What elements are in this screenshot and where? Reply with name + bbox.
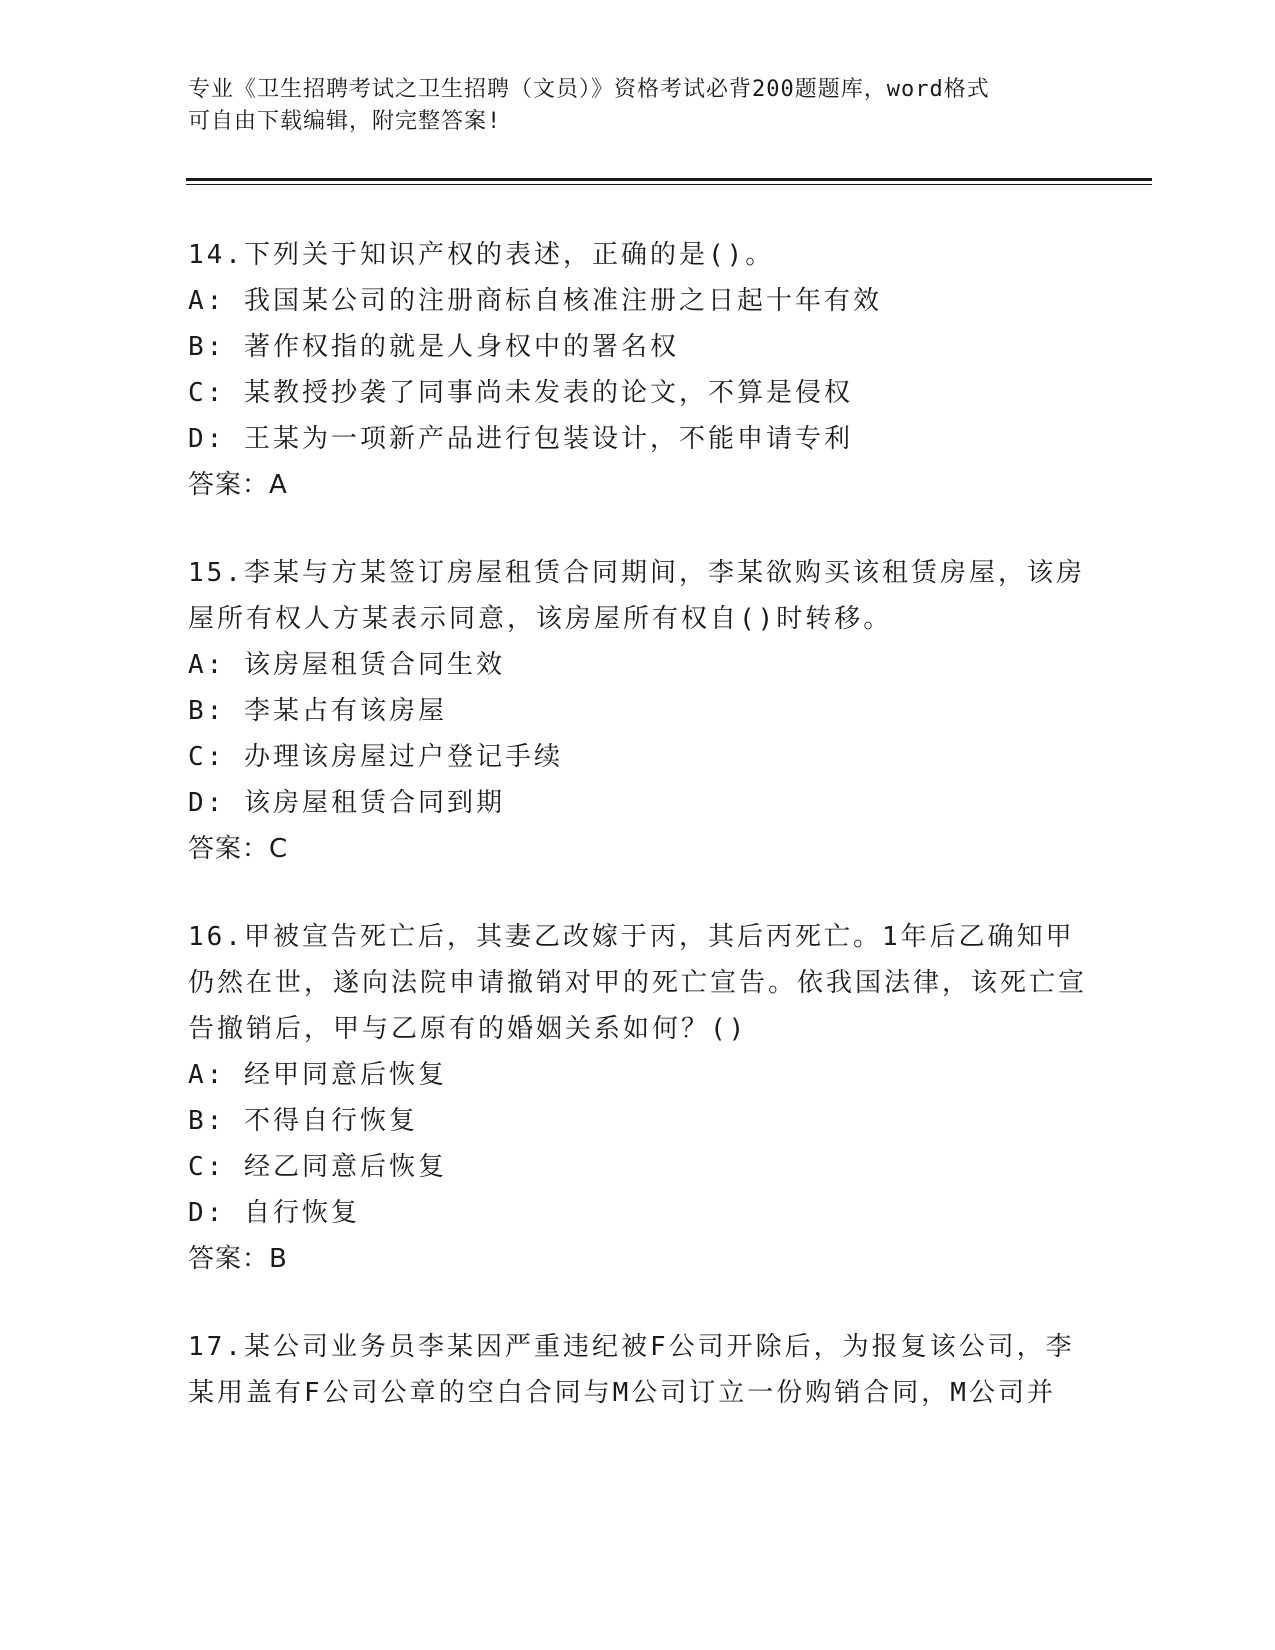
question-stem: 14.下列关于知识产权的表述，正确的是()。 <box>188 240 775 270</box>
option-a: A: 经甲同意后恢复 <box>188 1060 447 1090</box>
option-c: C: 办理该房屋过户登记手续 <box>188 742 563 772</box>
question-list <box>188 232 1088 1458</box>
question-stem: 17.某公司业务员李某因严重违纪被F公司开除后，为报复该公司，李某用盖有F公司公章的空白合同与M公司订立一份购销合同，M公司并 <box>188 1332 1075 1408</box>
question-16 <box>188 914 1088 1282</box>
question-15 <box>188 550 1088 872</box>
question-17 <box>188 1324 1088 1416</box>
document-header <box>188 74 1088 138</box>
option-b: B: 李某占有该房屋 <box>188 696 447 726</box>
answer-line: 答案：C <box>188 834 289 864</box>
answer-line: 答案：A <box>188 470 288 500</box>
question-14 <box>188 232 1088 508</box>
header-rule-thick <box>186 178 1152 181</box>
question-stem: 16.甲被宣告死亡后，其妻乙改嫁于丙，其后丙死亡。1年后乙确知甲仍然在世，遂向法院申请撤销对甲的死亡宣告。依我国法律，该死亡宣告撤销后，甲与乙原有的婚姻关系如何？() <box>188 922 1088 1044</box>
option-d: D: 王某为一项新产品进行包装设计，不能申请专利 <box>188 424 853 454</box>
header-line-2: 可自由下载编辑，附完整答案! <box>188 109 502 134</box>
question-stem: 15.李某与方某签订房屋租赁合同期间，李某欲购买该租赁房屋，该房屋所有权人方某表示同意，该房屋所有权自()时转移。 <box>188 558 1085 634</box>
option-c: C: 经乙同意后恢复 <box>188 1152 447 1182</box>
option-d: D: 自行恢复 <box>188 1198 360 1228</box>
option-c: C: 某教授抄袭了同事尚未发表的论文，不算是侵权 <box>188 378 853 408</box>
header-line-1: 专业《卫生招聘考试之卫生招聘（文员）》资格考试必背200题题库，word格式 <box>188 77 990 102</box>
option-d: D: 该房屋租赁合同到期 <box>188 788 505 818</box>
option-b: B: 著作权指的就是人身权中的署名权 <box>188 332 679 362</box>
header-rule-thin <box>186 184 1152 185</box>
answer-line: 答案：B <box>188 1244 288 1274</box>
option-b: B: 不得自行恢复 <box>188 1106 418 1136</box>
option-a: A: 该房屋租赁合同生效 <box>188 650 505 680</box>
option-a: A: 我国某公司的注册商标自核准注册之日起十年有效 <box>188 286 882 316</box>
